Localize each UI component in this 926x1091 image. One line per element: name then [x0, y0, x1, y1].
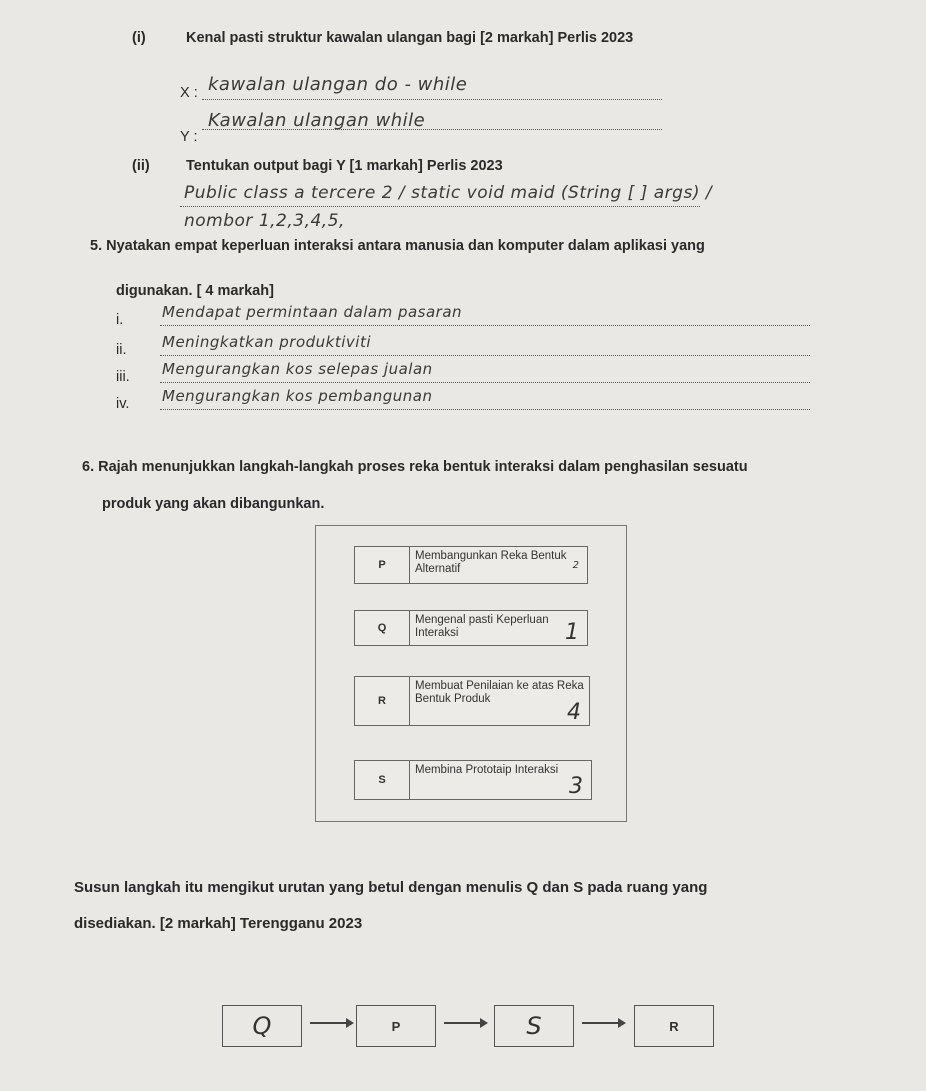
x-label: X :: [180, 85, 198, 101]
q5-answer: Mendapat permintaan dalam pasaran: [162, 303, 463, 321]
step-s-box: [354, 760, 592, 800]
step-letter: R: [355, 677, 410, 725]
question-ii-text: Tentukan output bagi Y [1 markah] Perlis 2023: [186, 158, 503, 174]
sequence-box-2: P: [356, 1005, 436, 1047]
sequence-box-1[interactable]: Q: [222, 1005, 302, 1047]
sequence-box-4: R: [634, 1005, 714, 1047]
step-p-box: [354, 546, 588, 584]
q5-item-number: ii.: [116, 342, 127, 358]
step-letter: P: [355, 547, 410, 583]
sequence-arrow: [310, 1022, 352, 1024]
question-6-text-line2: produk yang akan dibangunkan.: [102, 496, 325, 512]
ii-answer-line: [180, 206, 700, 207]
question-6-instruction-line2: disediakan. [2 markah] Terengganu 2023: [74, 915, 363, 932]
sequence-arrow: [444, 1022, 486, 1024]
q5-answer-line: [160, 382, 810, 383]
step-order-answer: 2: [572, 560, 579, 571]
step-description: Membina Prototaip Interaksi: [415, 764, 559, 776]
step-order-answer: 1: [565, 620, 579, 645]
sequence-box-3[interactable]: S: [494, 1005, 574, 1047]
step-description: Mengenal pasti Keperluan Interaksi: [415, 614, 549, 639]
x-answer: kawalan ulangan do - while: [208, 74, 468, 95]
ii-answer-line1: Public class a tercere 2 / static void maid (String [ ] args) /: [184, 183, 713, 203]
q5-answer-line: [160, 325, 810, 326]
question-5-text-line2: digunakan. [ 4 markah]: [116, 283, 274, 299]
step-q-box: [354, 610, 588, 646]
q5-answer: Mengurangkan kos selepas jualan: [162, 360, 433, 378]
q5-item-number: iii.: [116, 369, 130, 385]
step-letter: S: [355, 761, 410, 799]
q5-answer: Meningkatkan produktiviti: [162, 333, 372, 351]
step-description: Membangunkan Reka Bentuk Alternatif: [415, 550, 567, 575]
y-answer: Kawalan ulangan while: [208, 110, 426, 131]
ii-answer-line2: nombor 1,2,3,4,5,: [184, 211, 345, 231]
q5-answer-line: [160, 355, 810, 356]
y-label: Y :: [180, 129, 198, 145]
question-ii-number: (ii): [132, 158, 150, 174]
step-order-answer: 3: [569, 774, 583, 799]
question-6-text-line1: 6. Rajah menunjukkan langkah-langkah proses reka bentuk interaksi dalam penghasilan sesuatu: [82, 459, 748, 475]
step-order-answer: 4: [567, 700, 581, 725]
question-6-instruction-line1: Susun langkah itu mengikut urutan yang betul dengan menulis Q dan S pada ruang yang: [74, 879, 708, 896]
q5-item-number: i.: [116, 312, 124, 328]
question-i-number: (i): [132, 30, 146, 46]
step-letter: Q: [355, 611, 410, 645]
question-i-text: Kenal pasti struktur kawalan ulangan bagi [2 markah] Perlis 2023: [186, 30, 634, 46]
question-5-text-line1: 5. Nyatakan empat keperluan interaksi antara manusia dan komputer dalam aplikasi yang: [90, 238, 705, 254]
sequence-arrow: [582, 1022, 624, 1024]
step-description: Membuat Penilaian ke atas Reka Bentuk Produk: [415, 680, 584, 705]
q5-answer: Mengurangkan kos pembangunan: [162, 387, 433, 405]
process-diagram: [315, 525, 627, 822]
q5-item-number: iv.: [116, 396, 130, 412]
step-r-box: [354, 676, 590, 726]
x-answer-line: [202, 99, 662, 100]
q5-answer-line: [160, 409, 810, 410]
